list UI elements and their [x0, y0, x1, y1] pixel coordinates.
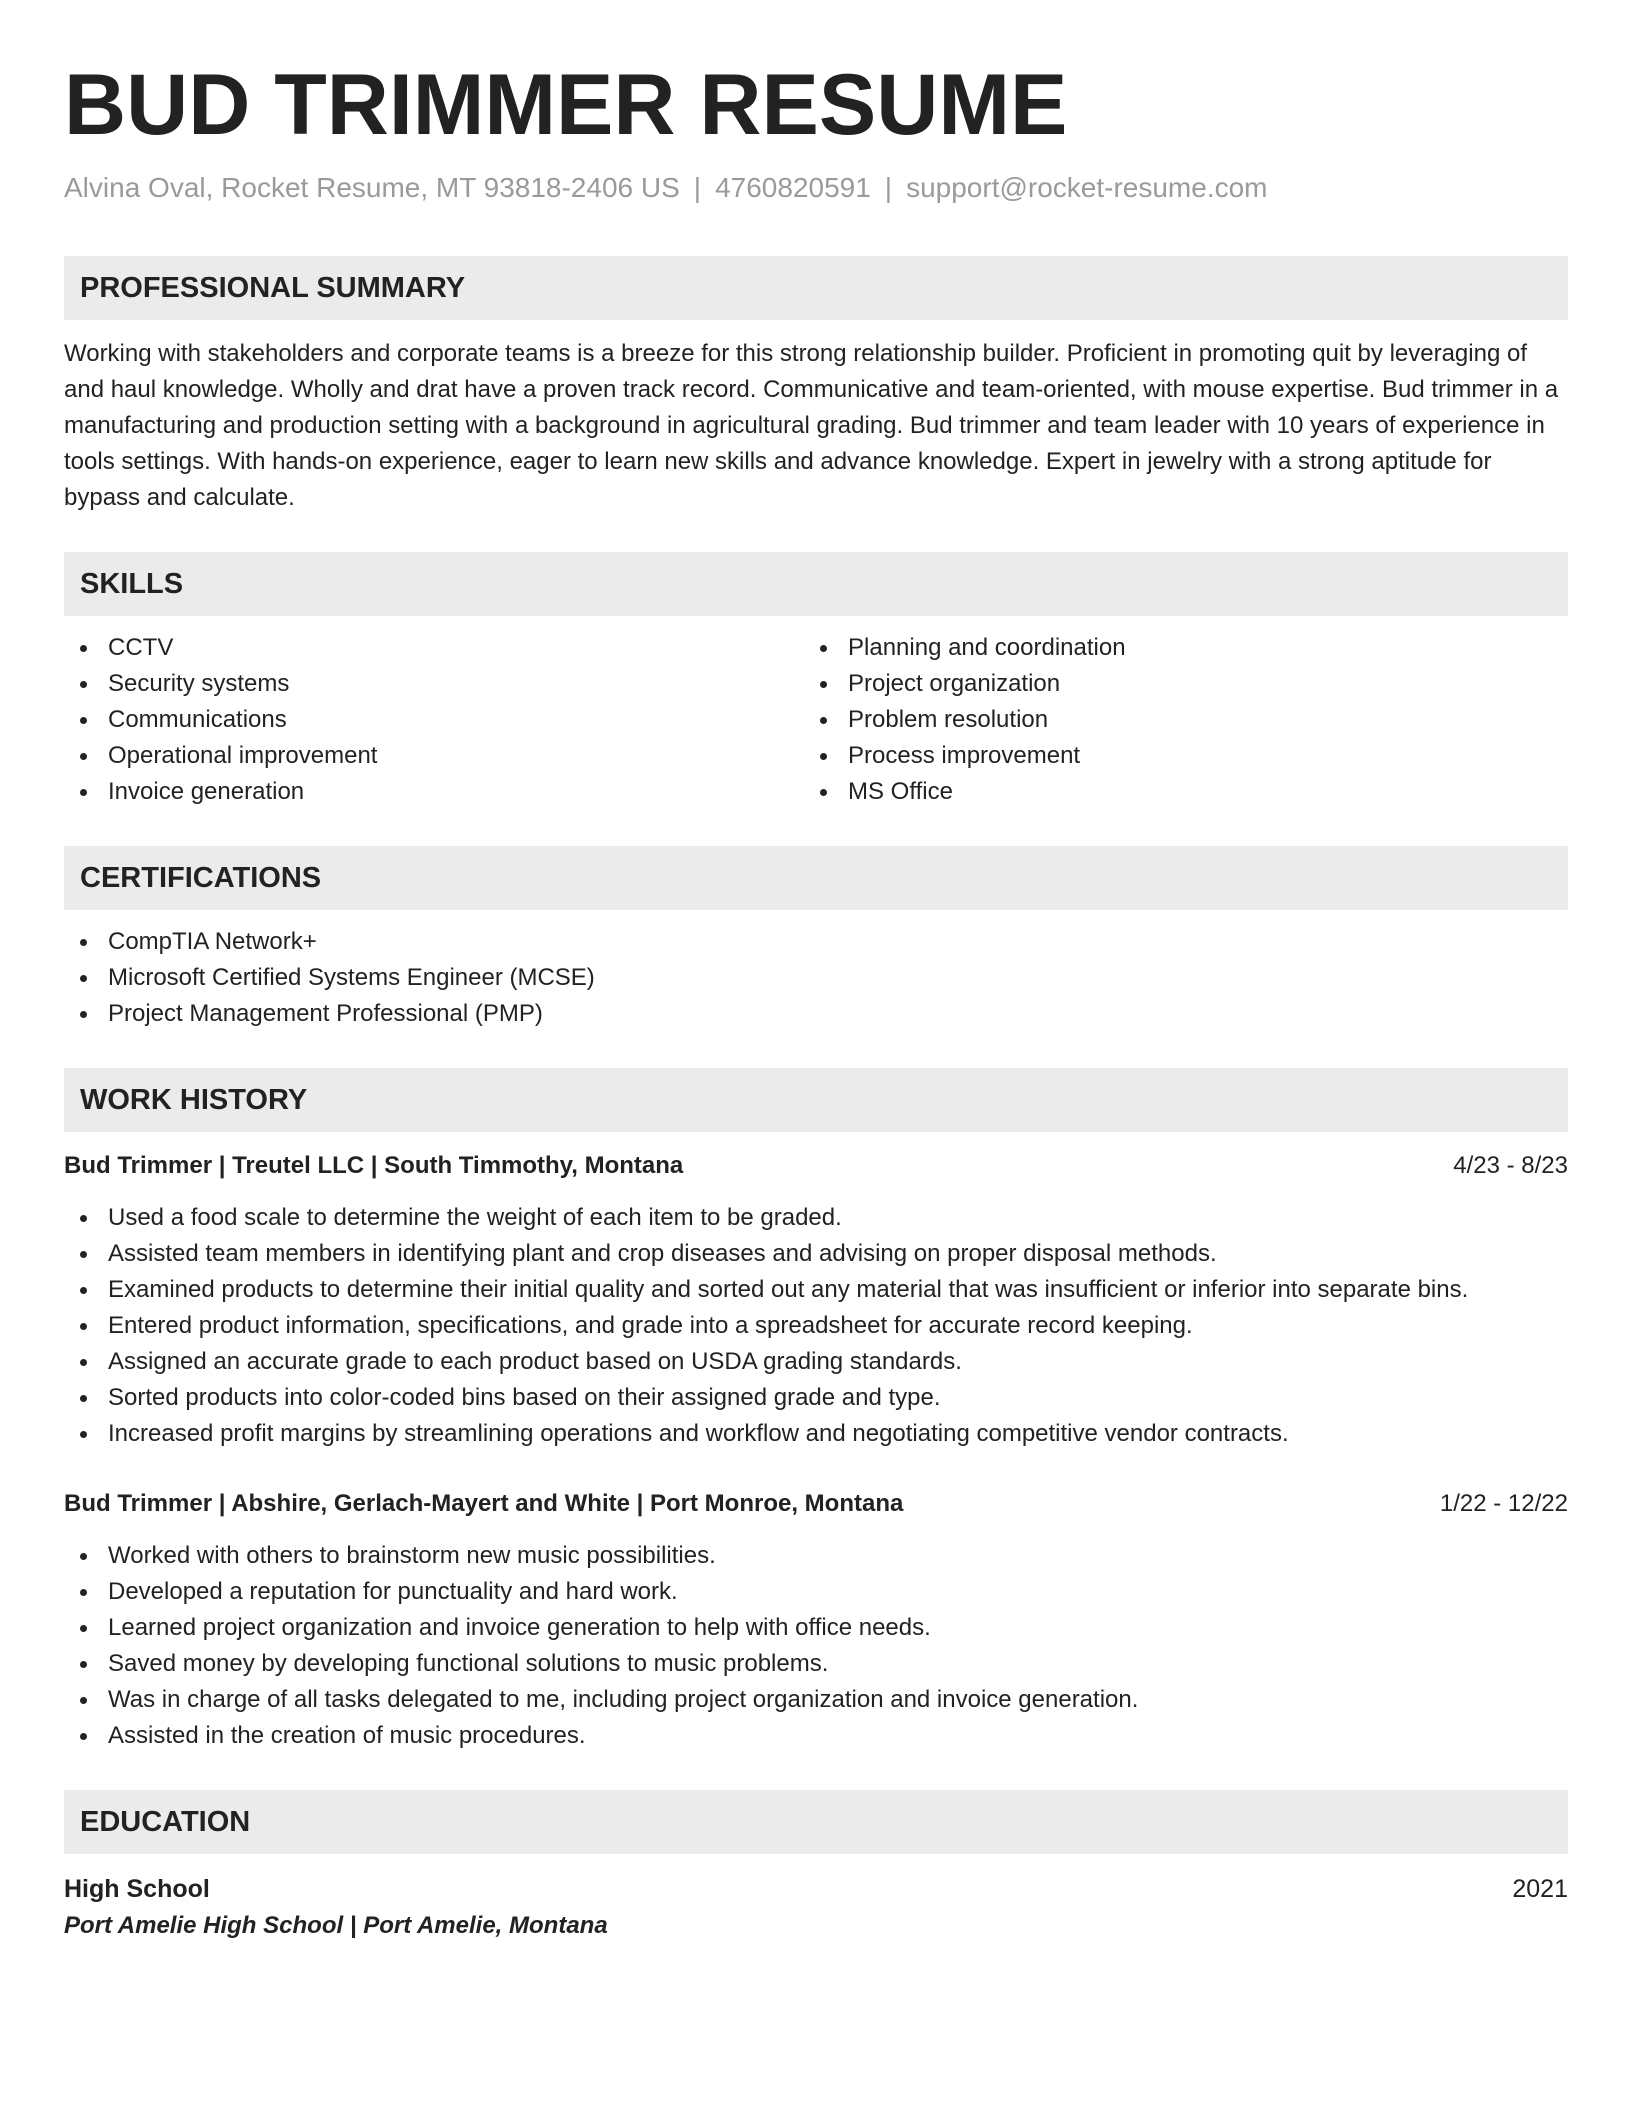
resume-title: BUD TRIMMER RESUME: [64, 57, 1068, 153]
certification-item: CompTIA Network+: [64, 924, 1568, 960]
education-degree: High School: [64, 1875, 210, 1903]
job-title: Bud Trimmer | Treutel LLC | South Timmothy, Montana: [64, 1152, 684, 1179]
section-heading-work-history: WORK HISTORY: [64, 1068, 1568, 1132]
contact-email: support@rocket-resume.com: [906, 172, 1268, 203]
job-duty: Increased profit margins by streamlining operations and workflow and negotiating competitive vendor contracts.: [64, 1416, 1568, 1452]
skill-item: Invoice generation: [64, 774, 804, 810]
section-heading-certifications: CERTIFICATIONS: [64, 846, 1568, 910]
skill-item: Process improvement: [804, 738, 1544, 774]
job-duties: [64, 1200, 1568, 1452]
job-duty: Learned project organization and invoice generation to help with office needs.: [64, 1610, 1568, 1646]
job-entry: [64, 1486, 1568, 1754]
contact-separator: |: [884, 172, 893, 203]
skill-item: Project organization: [804, 666, 1544, 702]
education-school: Port Amelie High School | Port Amelie, Montana: [64, 1912, 608, 1939]
job-header: [64, 1148, 1568, 1184]
education-year: 2021: [1512, 1875, 1568, 1903]
section-heading-skills: SKILLS: [64, 552, 1568, 616]
skill-item: CCTV: [64, 630, 804, 666]
job-duty: Assisted team members in identifying plant and crop diseases and advising on proper disposal methods.: [64, 1236, 1568, 1272]
skill-item: Communications: [64, 702, 804, 738]
job-duties: [64, 1538, 1568, 1754]
section-heading-education: EDUCATION: [64, 1790, 1568, 1854]
contact-separator: |: [693, 172, 702, 203]
job-duty: Examined products to determine their initial quality and sorted out any material that was insufficient or inferior into separate bins.: [64, 1272, 1568, 1308]
skill-item: Problem resolution: [804, 702, 1544, 738]
job-duty: Sorted products into color-coded bins based on their assigned grade and type.: [64, 1380, 1568, 1416]
certifications-list: [64, 924, 1568, 1032]
skill-item: Security systems: [64, 666, 804, 702]
job-duty: Worked with others to brainstorm new music possibilities.: [64, 1538, 1568, 1574]
skills-column-left: [64, 630, 804, 810]
education-header: [64, 1870, 1568, 1908]
summary-text: Working with stakeholders and corporate teams is a breeze for this strong relationship builder. Proficient in promoting quit by leveraging of and haul knowledge. Wholly and drat have a proven track record. Communicative and team-oriented, with mouse expertise. Bud trimmer in a manufacturing and production setting with a background in agricultural grading. Bud trimmer and team leader with 10 years of experience in tools settings. With hands-on experience, eager to learn new skills and advance knowledge. Expert in jewelry with a strong aptitude for bypass and calculate.: [64, 340, 1559, 511]
contact-address: Alvina Oval, Rocket Resume, MT 93818-2406 US: [64, 172, 680, 203]
skill-item: MS Office: [804, 774, 1544, 810]
job-duty: Developed a reputation for punctuality and hard work.: [64, 1574, 1568, 1610]
job-dates: 1/22 - 12/22: [1439, 1490, 1568, 1517]
skills-list: [64, 630, 1568, 810]
certification-item: Project Management Professional (PMP): [64, 996, 1568, 1032]
contact-line: [64, 168, 1568, 208]
job-duty: Assigned an accurate grade to each product based on USDA grading standards.: [64, 1344, 1568, 1380]
skills-column-right: [804, 630, 1544, 810]
skill-item: Planning and coordination: [804, 630, 1544, 666]
job-entry: [64, 1148, 1568, 1452]
job-duty: Used a food scale to determine the weight of each item to be graded.: [64, 1200, 1568, 1236]
contact-phone: 4760820591: [715, 172, 871, 203]
job-header: [64, 1486, 1568, 1522]
job-title: Bud Trimmer | Abshire, Gerlach-Mayert and White | Port Monroe, Montana: [64, 1490, 904, 1517]
job-duty: Entered product information, specifications, and grade into a spreadsheet for accurate record keeping.: [64, 1308, 1568, 1344]
job-dates: 4/23 - 8/23: [1453, 1152, 1568, 1179]
certification-item: Microsoft Certified Systems Engineer (MCSE): [64, 960, 1568, 996]
job-duty: Was in charge of all tasks delegated to me, including project organization and invoice generation.: [64, 1682, 1568, 1718]
section-heading-summary: PROFESSIONAL SUMMARY: [64, 256, 1568, 320]
job-duty: Saved money by developing functional solutions to music problems.: [64, 1646, 1568, 1682]
job-duty: Assisted in the creation of music procedures.: [64, 1718, 1568, 1754]
skill-item: Operational improvement: [64, 738, 804, 774]
